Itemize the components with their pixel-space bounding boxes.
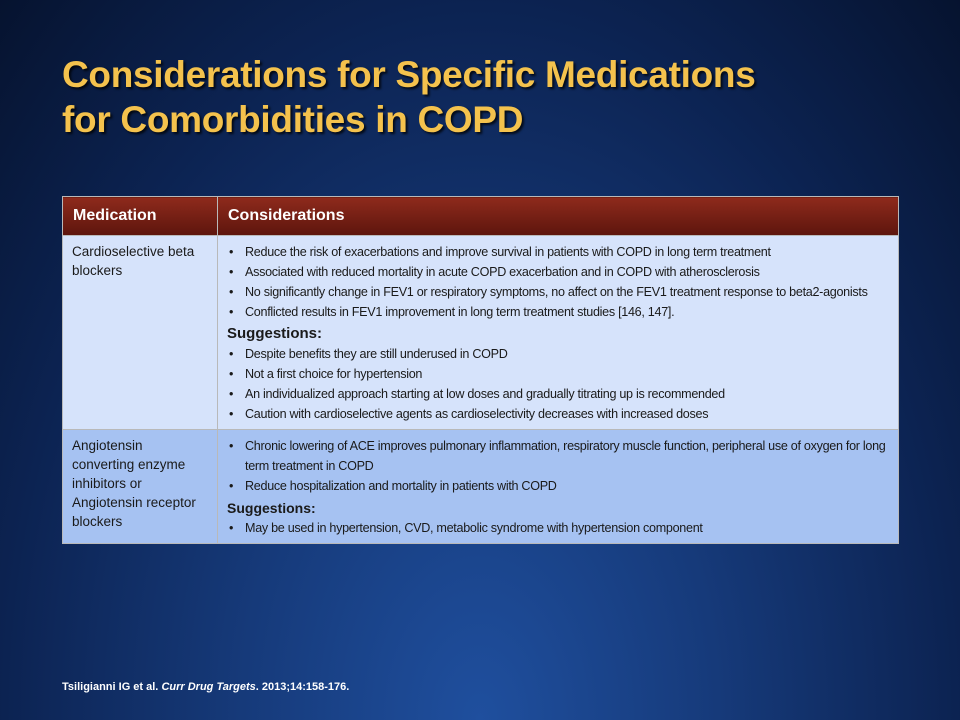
- header-medication: Medication: [63, 197, 218, 236]
- list-item: • Caution with cardioselective agents as cardioselectivity decreases with increased doses: [227, 404, 889, 424]
- medication-cell: Angiotensin converting enzyme inhibitors or Angiotensin receptor blockers: [63, 430, 218, 544]
- list-item: • An individualized approach starting at low doses and gradually titrating up is recommended: [227, 384, 889, 404]
- slide-title-line-2: for Comorbidities in COPD: [62, 99, 524, 140]
- list-item: • May be used in hypertension, CVD, metabolic syndrome with hypertension component: [227, 518, 889, 538]
- table-row: [63, 236, 899, 430]
- table-row: [63, 430, 899, 544]
- citation-journal: Curr Drug Targets: [161, 681, 256, 693]
- list-item: • Conflicted results in FEV1 improvement in long term treatment studies [146, 147].: [227, 302, 889, 322]
- considerations-list: [227, 242, 889, 322]
- slide-title-line-1: Considerations for Specific Medications: [62, 54, 756, 95]
- table-header-row: [63, 197, 899, 236]
- medication-cell: Cardioselective beta blockers: [63, 236, 218, 430]
- slide-title: [62, 52, 922, 142]
- header-considerations: Considerations: [218, 197, 899, 236]
- suggestions-heading: Suggestions:: [227, 500, 316, 516]
- list-item: • Associated with reduced mortality in acute COPD exacerbation and in COPD with atherosclerosis: [227, 262, 889, 282]
- considerations-cell: [218, 236, 899, 430]
- citation-authors: Tsiligianni IG et al.: [62, 681, 159, 693]
- list-item: • Despite benefits they are still underused in COPD: [227, 344, 889, 364]
- list-item: • No significantly change in FEV1 or respiratory symptoms, no affect on the FEV1 treatment response to beta2-agonists: [227, 282, 889, 302]
- suggestions-heading: Suggestions:: [227, 325, 323, 342]
- suggestions-list: [227, 518, 889, 538]
- list-item: • Reduce the risk of exacerbations and improve survival in patients with COPD in long term treatment: [227, 242, 889, 262]
- considerations-list: [227, 436, 889, 496]
- list-item: • Chronic lowering of ACE improves pulmonary inflammation, respiratory muscle function, peripheral use of oxygen for long term treatment in COPD: [227, 436, 889, 476]
- considerations-cell: [218, 430, 899, 544]
- citation-details: . 2013;14:158-176.: [255, 681, 350, 693]
- list-item: • Reduce hospitalization and mortality in patients with COPD: [227, 476, 889, 496]
- citation: [62, 681, 349, 693]
- list-item: • Not a first choice for hypertension: [227, 364, 889, 384]
- suggestions-list: [227, 344, 889, 424]
- medications-table: [62, 196, 899, 544]
